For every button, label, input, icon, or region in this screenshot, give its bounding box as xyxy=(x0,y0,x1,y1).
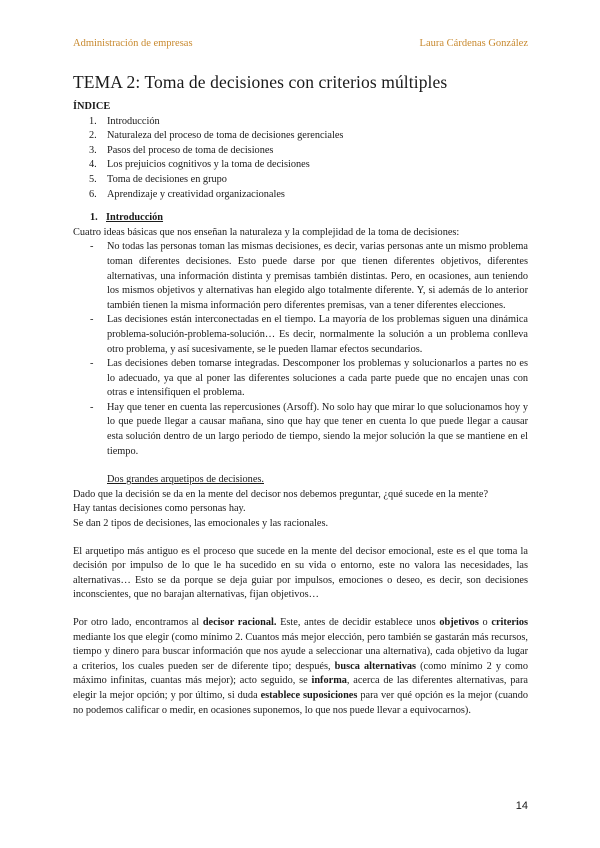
index-item-number: 6. xyxy=(89,188,97,200)
list-item xyxy=(73,357,528,401)
index-item-label: Introducción xyxy=(107,115,160,127)
emotional-paragraph: El arquetipo más antiguo es el proceso que sucede en la mente del decisor emocional, este es el que toma la decisión por impulso de lo que le ha sucedido en su vida o entorno, este no valora las necesidades, las alternativas… Esto se da porque se deja guiar por impulsos, emociones o deseo, es decir, son decisiones inconscientes, que no barajan alternativas, fijan objetivos… xyxy=(73,545,528,601)
rational-bold-term: criterios xyxy=(491,617,528,628)
section-heading xyxy=(73,211,528,226)
dash-bullet-icon: - xyxy=(90,401,94,413)
index-item-label: Los prejuicios cognitivos y la toma de decisiones xyxy=(107,159,310,171)
list-item xyxy=(73,313,528,357)
archetypes-heading: Dos grandes arquetipos de decisiones. xyxy=(107,474,264,486)
rational-bold-term: busca alternativas xyxy=(334,660,416,672)
rational-text: Por otro lado, encontramos al xyxy=(73,617,203,628)
index-item xyxy=(73,115,528,130)
list-item-text: Las decisiones deben tomarse integradas. Descomponer los problemas y solucionarlos a partes no es lo adecuado, ya que al poner las diferentes soluciones a cada parte puede que no encajen unas con otras e intensifiquen el problema. xyxy=(107,358,528,399)
index-list xyxy=(73,115,528,203)
index-item xyxy=(73,158,528,173)
rational-text: Este, antes de decidir establece unos xyxy=(276,617,440,628)
rational-text: , acerca de las diferentes alternativas, para elegir la mejor opción; y por último, si duda xyxy=(73,675,528,701)
list-item-text: Hay que tener en cuenta las repercusiones (Arsoff). No solo hay que mirar lo que solucionamos hoy y lo que puede llegar a causar mañana, sino que hay que tener en cuenta lo que puede llegar a causar esta solución dentro de un largo periodo de tiempo, siendo la mejor solución la que se mantiene en el tiempo. xyxy=(107,401,528,457)
index-item-number: 1. xyxy=(89,115,97,127)
index-item-number: 5. xyxy=(89,173,97,185)
rational-bold-term: informa xyxy=(311,675,347,687)
rational-bold-term: objetivos xyxy=(439,617,479,628)
index-heading: ÍNDICE xyxy=(73,101,111,112)
section-title: Introducción xyxy=(106,212,164,224)
header-course: Administración de empresas xyxy=(73,38,193,49)
list-item-text: No todas las personas toman las mismas decisiones, es decir, varias personas ante un mismo problema toman diferentes decisiones. Esto puede darse por que tienen diferentes objetivos, diferentes alternativas, una información distinta y premisas también distintas. Pero, en ocasiones, aun teniendo los mismos objetivos y alternativas han elegido algo totalmente diferente. Y, si además de lo anterior también tienen la misma información pero diferentes premisas, van a tener diferentes elecciones. xyxy=(107,241,528,311)
rational-paragraph xyxy=(73,616,528,718)
index-item-label: Toma de decisiones en grupo xyxy=(107,173,227,185)
index-item-label: Pasos del proceso de toma de decisiones xyxy=(107,144,274,156)
ideas-list xyxy=(73,240,528,459)
rational-text: para ver qué opción es la mejor (cuando no podemos calificar o medir, en ocasiones suponemos, lo que nos puede llevar a equivocarnos). xyxy=(73,689,528,716)
list-item xyxy=(73,240,528,313)
rational-text: mediante los que elegir (como mínimo 2. Cuantos más mejor elección, pero también se gastarán más recursos, tiempo y dinero para buscar información que nos ayude a seleccionar una alternativa), cada objetivo da lugar a criterios, los cuales pueden ser de diferente tipo; después, xyxy=(73,631,528,672)
rational-bold-term: decisor racional. xyxy=(202,617,277,628)
index-item xyxy=(73,129,528,144)
archetypes-line: Hay tantas decisiones como personas hay. xyxy=(73,503,246,515)
list-item-text: Las decisiones están interconectadas en el tiempo. La mayoría de los problemas siguen una dinámica problema-solución-problema-solución… Es decir, normalmente la solución a un problema conlleva otro problema, y así sucesivamente, se le pueden llamar efectos secundarios. xyxy=(107,314,528,355)
index-item xyxy=(73,144,528,159)
section-intro: Cuatro ideas básicas que nos enseñan la naturaleza y la complejidad de la toma de decisiones: xyxy=(73,226,460,238)
rational-bold-term: establece suposiciones xyxy=(260,689,358,701)
index-item-label: Aprendizaje y creatividad organizacionales xyxy=(107,188,285,200)
rational-text: o xyxy=(478,617,492,628)
index-item-number: 3. xyxy=(89,144,97,156)
rational-text: (como mínimo 2 y como máximo infinitas, cuantas más mejor); acto seguido, se xyxy=(73,660,528,687)
page-title: TEMA 2: Toma de decisiones con criterios múltiples xyxy=(73,72,448,92)
index-item-number: 2. xyxy=(89,130,97,142)
dash-bullet-icon: - xyxy=(90,241,94,253)
index-item-label: Naturaleza del proceso de toma de decisiones gerenciales xyxy=(107,130,344,142)
index-item xyxy=(73,188,528,203)
list-item xyxy=(73,401,528,459)
archetypes-question: Dado que la decisión se da en la mente del decisor nos debemos preguntar, ¿qué sucede en la mente? xyxy=(73,488,489,500)
index-item-number: 4. xyxy=(89,159,97,171)
header-author: Laura Cárdenas González xyxy=(419,38,528,49)
dash-bullet-icon: - xyxy=(90,358,94,370)
document-body xyxy=(73,100,528,718)
page-number: 14 xyxy=(515,800,528,812)
section-number: 1. xyxy=(90,212,98,224)
index-item xyxy=(73,173,528,188)
dash-bullet-icon: - xyxy=(90,314,94,326)
archetypes-types: Se dan 2 tipos de decisiones, las emocionales y las racionales. xyxy=(73,518,329,530)
